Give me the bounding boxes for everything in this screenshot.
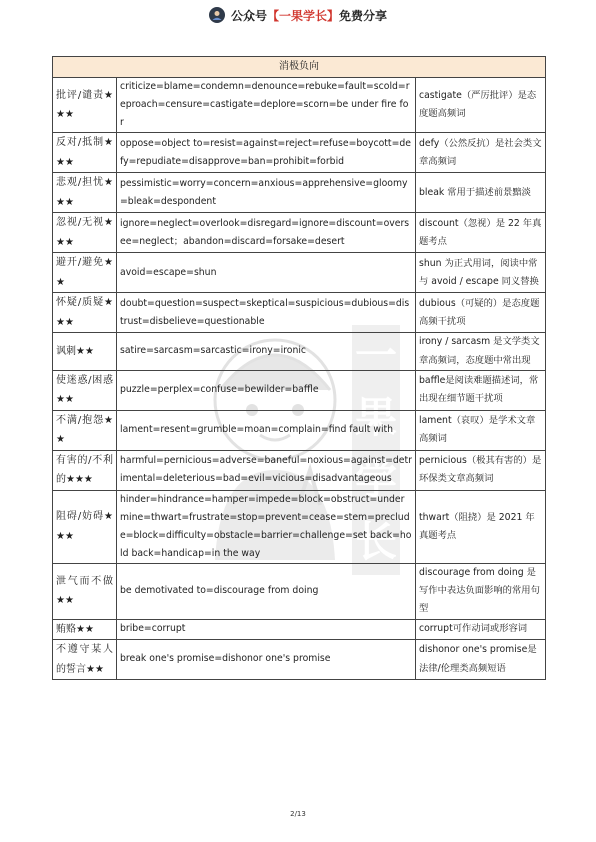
header-suffix: 免费分享 xyxy=(339,8,388,23)
table-row xyxy=(53,619,546,640)
row-synonyms: bribe=corrupt xyxy=(117,619,416,640)
table-row xyxy=(53,253,546,293)
row-synonyms: harmful=pernicious=adverse=baneful=noxious=against=detrimental=deleterious=bad=evil=vicious=disadvantageous xyxy=(117,450,416,490)
table-row xyxy=(53,640,546,680)
row-note: discourage from doing 是写作中表达负面影响的常用句型 xyxy=(416,564,546,619)
header-prefix: 公众号 xyxy=(230,8,267,23)
table-row xyxy=(53,133,546,173)
table-row xyxy=(53,564,546,619)
row-category: 避开/避免★★ xyxy=(53,253,117,293)
row-synonyms: break one's promise=dishonor one's promise xyxy=(117,640,416,680)
row-category: 有害的/不利的★★★ xyxy=(53,450,117,490)
header-brand: 【一果学长】 xyxy=(266,8,339,23)
row-note: baffle是阅读难题描述词，常出现在细节题干扰项 xyxy=(416,370,546,410)
row-note: pernicious（极其有害的）是环保类文章高频词 xyxy=(416,450,546,490)
row-category: 阻碍/妨碍★★★ xyxy=(53,490,117,564)
row-synonyms: pessimistic=worry=concern=anxious=apprehensive=gloomy=bleak=despondent xyxy=(117,173,416,213)
account-avatar-icon xyxy=(209,7,225,23)
row-category: 反对/抵制★★★ xyxy=(53,133,117,173)
row-category: 怀疑/质疑★★★ xyxy=(53,293,117,333)
row-synonyms: oppose=object to=resist=against=reject=refuse=boycott=defy=repudiate=disapprove=ban=prohibit=forbid xyxy=(117,133,416,173)
table-row xyxy=(53,370,546,410)
row-note: castigate（严厉批评）是态度题高频词 xyxy=(416,78,546,133)
row-synonyms: hinder=hindrance=hamper=impede=block=obstruct=undermine=thwart=frustrate=stop=prevent=cease=stem=preclude=block=difficulty=obstacle=barrier=challenge=set back=hold back=handicap=in the way xyxy=(117,490,416,564)
row-synonyms: criticize=blame=condemn=denounce=rebuke=fault=scold=reproach=censure=castigate=deplore=scorn=be under fire for xyxy=(117,78,416,133)
row-note: defy（公然反抗）是社会类文章高频词 xyxy=(416,133,546,173)
row-note: dishonor one's promise是法律/伦理类高频短语 xyxy=(416,640,546,680)
page-header xyxy=(0,0,596,30)
table-row xyxy=(53,333,546,370)
row-category: 忽视/无视★★★ xyxy=(53,213,117,253)
row-note: lament（哀叹）是学术文章高频词 xyxy=(416,410,546,450)
table-row xyxy=(53,78,546,133)
page-number: 2/13 xyxy=(290,810,306,818)
watermark-seal: 一果学长 xyxy=(352,325,400,575)
row-category: 批评/谴责★★★ xyxy=(53,78,117,133)
row-category: 贿赂★★ xyxy=(53,619,117,640)
table-title: 消极负向 xyxy=(53,57,546,78)
row-note: dubious（可疑的）是态度题高频干扰项 xyxy=(416,293,546,333)
row-category: 悲观/担忧★★★ xyxy=(53,173,117,213)
row-note: bleak 常用于描述前景黯淡 xyxy=(416,173,546,213)
row-synonyms: lament=resent=grumble=moan=complain=find fault with xyxy=(117,410,416,450)
row-synonyms: ignore=neglect=overlook=disregard=ignore=discount=oversee=neglect；abandon=discard=forsake=desert xyxy=(117,213,416,253)
table-row xyxy=(53,213,546,253)
table-row xyxy=(53,490,546,564)
vocab-table xyxy=(52,56,546,680)
table-row xyxy=(53,410,546,450)
row-note: discount（忽视）是 22 年真题考点 xyxy=(416,213,546,253)
row-category: 不满/抱怨★★ xyxy=(53,410,117,450)
row-synonyms: avoid=escape=shun xyxy=(117,253,416,293)
row-note: thwart（阻挠）是 2021 年真题考点 xyxy=(416,490,546,564)
row-synonyms: doubt=question=suspect=skeptical=suspicious=dubious=distrust=disbelieve=questionable xyxy=(117,293,416,333)
row-synonyms: puzzle=perplex=confuse=bewilder=baffle xyxy=(117,370,416,410)
row-note: corrupt可作动词或形容词 xyxy=(416,619,546,640)
table-row xyxy=(53,293,546,333)
row-synonyms: be demotivated to=discourage from doing xyxy=(117,564,416,619)
row-note: shun 为正式用词，阅读中常与 avoid / escape 同义替换 xyxy=(416,253,546,293)
row-category: 泄气而不做★★ xyxy=(53,564,117,619)
row-category: 讽刺★★ xyxy=(53,333,117,370)
row-category: 不遵守某人的誓言★★ xyxy=(53,640,117,680)
row-category: 使迷惑/困惑★★ xyxy=(53,370,117,410)
row-note: irony / sarcasm 是文学类文章高频词，态度题中常出现 xyxy=(416,333,546,370)
row-synonyms: satire=sarcasm=sarcastic=irony=ironic xyxy=(117,333,416,370)
table-row xyxy=(53,173,546,213)
table-row xyxy=(53,450,546,490)
